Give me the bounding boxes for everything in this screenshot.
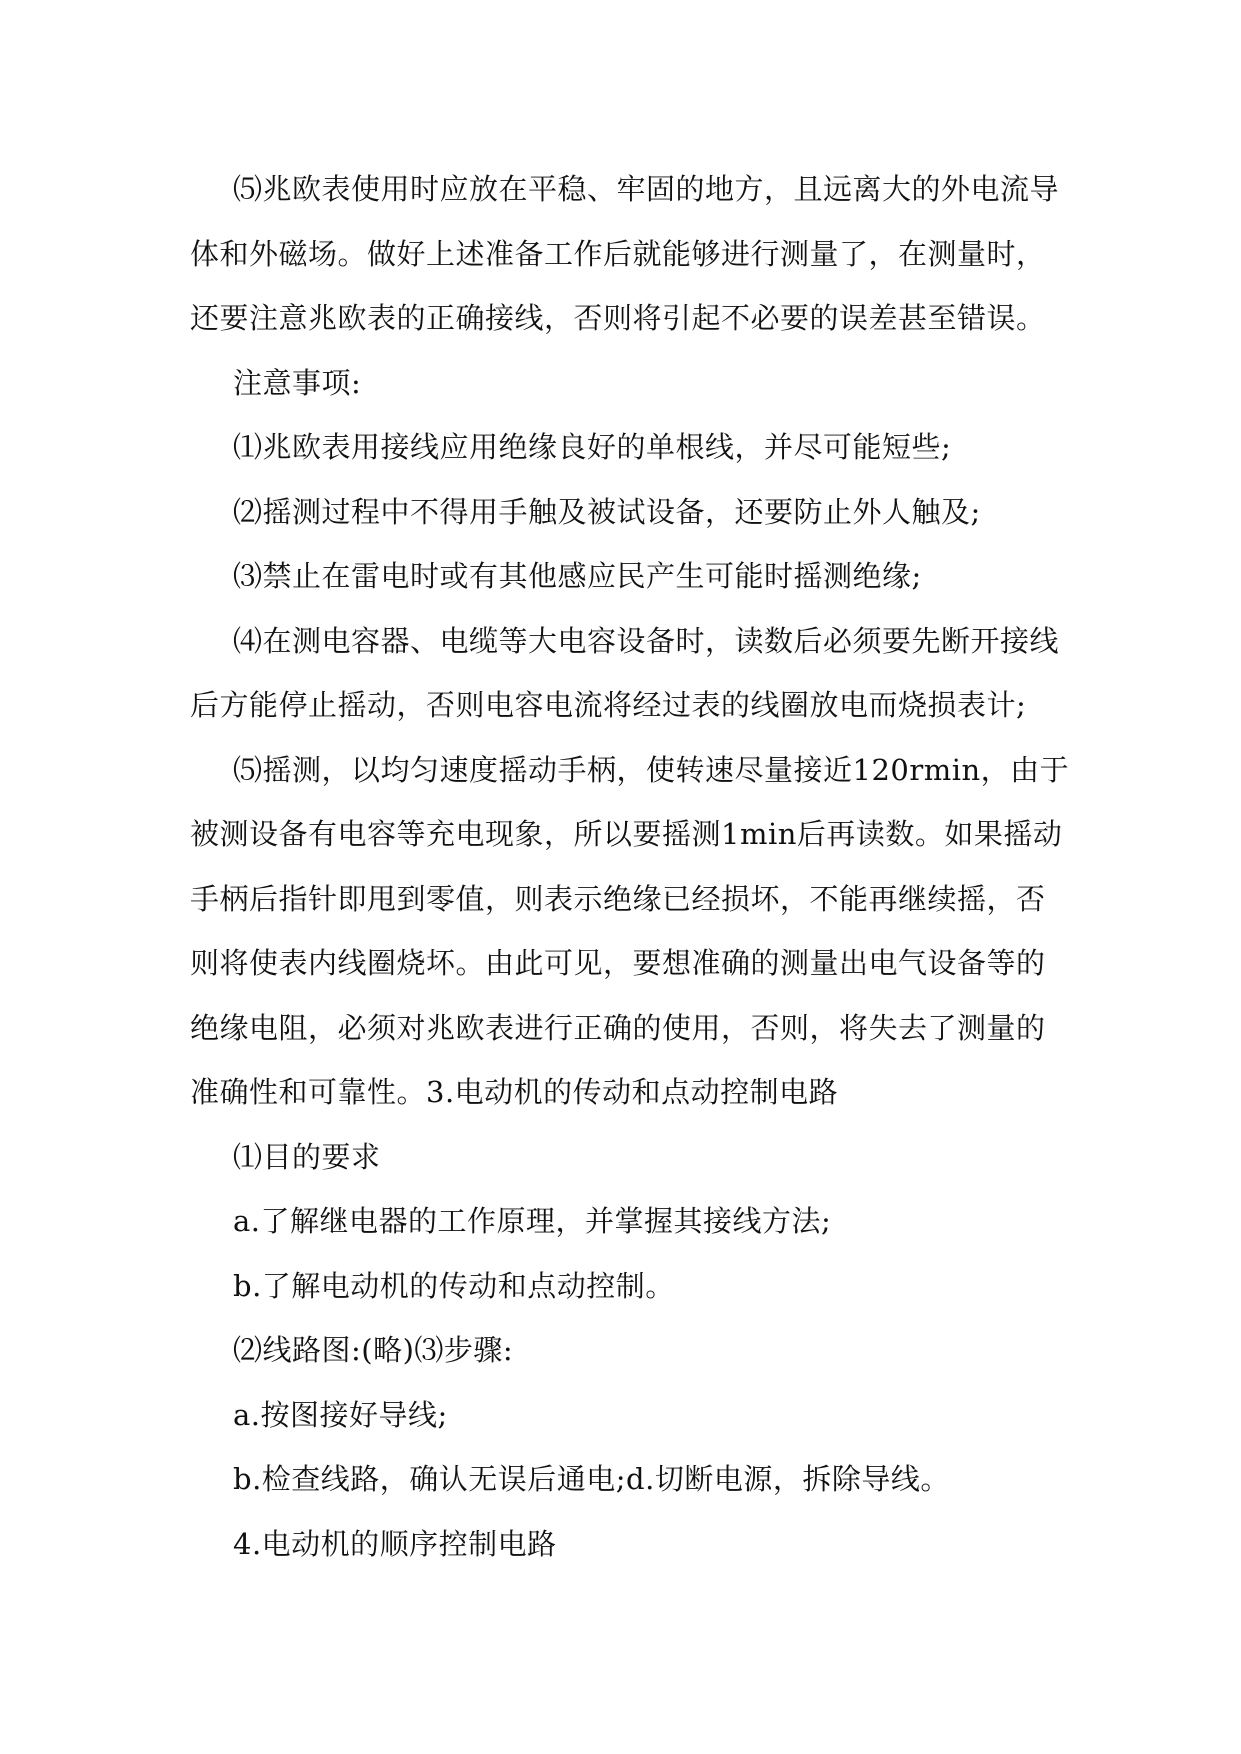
paragraph-circuit-steps-heading: ⑵线路图:(略)⑶步骤: <box>233 1333 514 1367</box>
paragraph-precautions-heading: 注意事项: <box>233 365 362 400</box>
paragraph-megger-placement: ⑸兆欧表使用时应放在平稳、牢固的地方，且远离大的外电流导体和外磁场。做好上述准备工作后就能够进行测量了，在测量时，还要注意兆欧表的正确接线，否则将引起不必要的误差甚至错误。 <box>190 172 1060 335</box>
paragraph-step-a: a.按图接好导线; <box>233 1397 448 1432</box>
paragraph-precaution-5: ⑸摇测，以均匀速度摇动手柄，使转速尽量接近120rmin，由于被测设备有电容等充电现象，所以要摇测1min后再读数。如果摇动手柄后指针即甩到零值，则表示绝缘已经损坏，不能再继续摇，否则将使表内线圈烧坏。由此可见，要想准确的测量出电气设备等的绝缘电阻，必须对兆欧表进行正确的使用，否则，将失去了测量的准确性和可靠性。3.电动机的传动和点动控制电路 <box>190 752 1070 1109</box>
paragraph-objective-heading: ⑴目的要求 <box>233 1139 381 1174</box>
paragraph-objective-b: b.了解电动机的传动和点动控制。 <box>233 1268 675 1303</box>
paragraph-precaution-1: ⑴兆欧表用接线应用绝缘良好的单根线，并尽可能短些; <box>233 430 952 464</box>
paragraph-precaution-2: ⑵摇测过程中不得用手触及被试设备，还要防止外人触及; <box>233 494 981 529</box>
paragraph-precaution-3: ⑶禁止在雷电时或有其他感应民产生可能时摇测绝缘; <box>233 559 922 593</box>
paragraph-step-b-d: b.检查线路，确认无误后通电;d.切断电源，拆除导线。 <box>233 1462 950 1496</box>
paragraph-precaution-4: ⑷在测电容器、电缆等大电容设备时，读数后必须要先断开接线后方能停止摇动，否则电容电流将经过表的线圈放电而烧损表计; <box>190 623 1060 722</box>
document-body <box>190 157 1070 1576</box>
paragraph-objective-a: a.了解继电器的工作原理，并掌握其接线方法; <box>233 1204 832 1238</box>
paragraph-section-4-heading: 4.电动机的顺序控制电路 <box>233 1526 557 1561</box>
